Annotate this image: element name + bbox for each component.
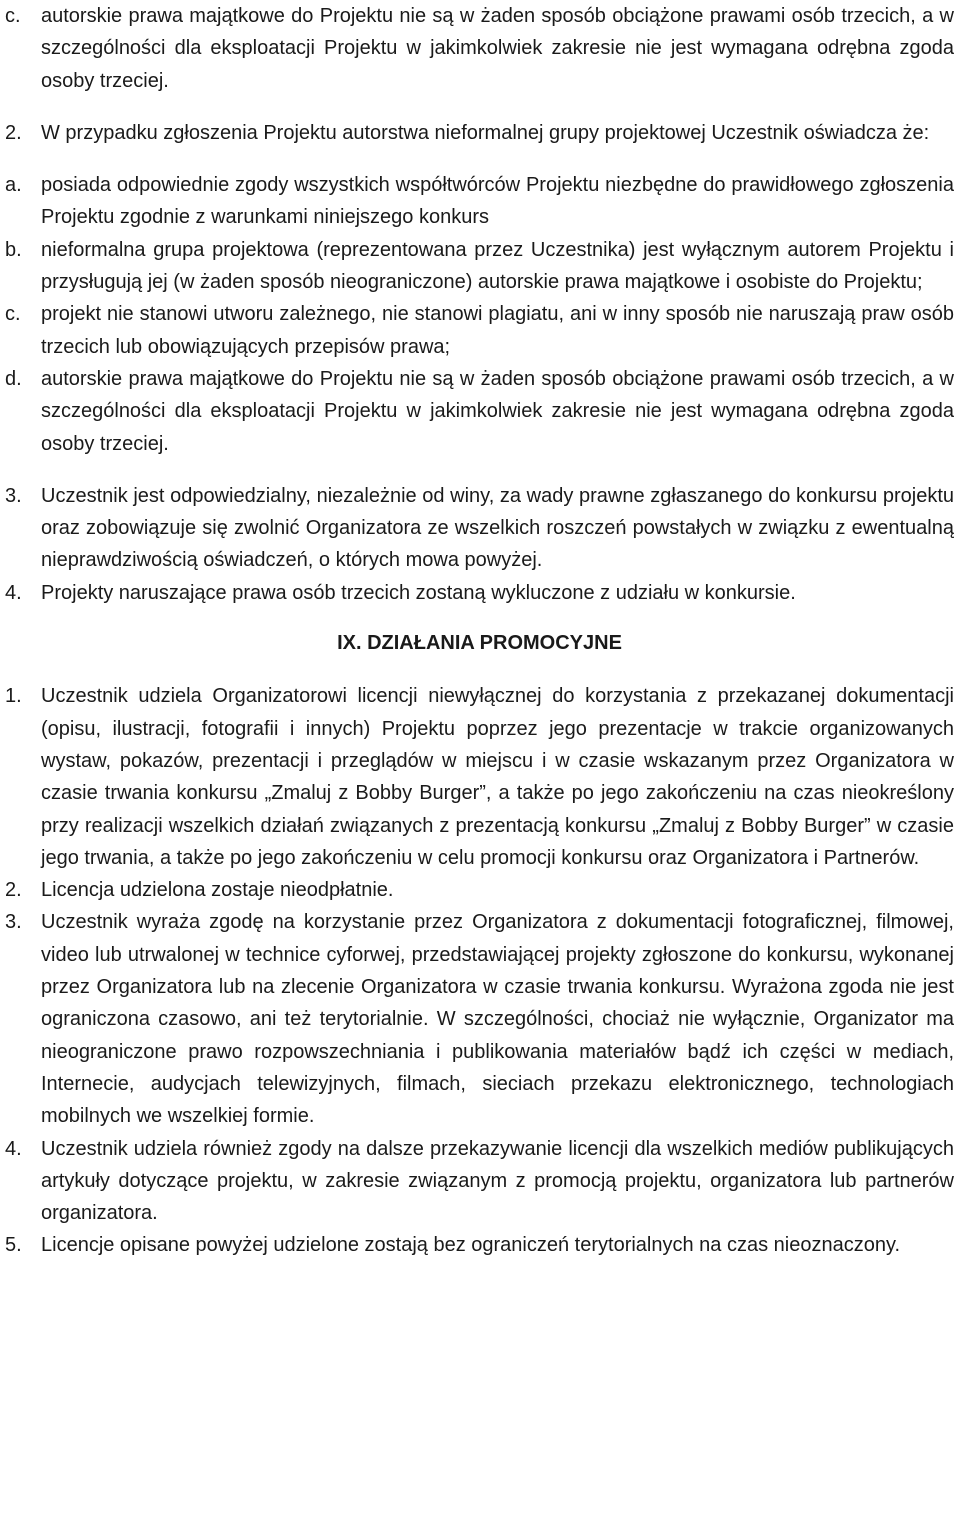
list-label: d. [5,367,22,390]
list-label: 3. [5,484,22,507]
spacer [5,149,954,169]
list-label: 2. [5,879,22,902]
list-text: Licencja udzielona zostaje nieodpłatnie. [41,879,394,902]
list-text: Uczestnik udziela Organizatorowi licencji niewyłącznej do korzystania z przekazanej dokumentacji (opisu, ilustracji, fotografii i innych) Projektu poprzez jego prezentacje w trakcie organizowanych wystaw, pokazów, prezentacji i przeglądów w miejscu i w czasie wskazanym przez Organizatora w czasie trwania konkursu „Zmaluj z Bobby Burger”, a także po jego zakończeniu na czas nieokreślony przy realizacji wszelkich działań związanych z prezentacją konkursu „Zmaluj z Bobby Burger” w czasie jego trwania, a także po jego zakończeniu w celu promocji konkursu oraz Organizatora i Partnerów. [41,685,954,869]
list-label: a. [5,174,22,197]
list-label: 1. [5,685,22,708]
list-text: autorskie prawa majątkowe do Projektu nie są w żaden sposób obciążone prawami osób trzecich, a w szczególności dla eksploatacji Projektu w jakimkolwiek zakresie nie jest wymagana odrębna zgoda osoby trzeciej. [41,5,954,92]
list-text: Projekty naruszające prawa osób trzecich zostaną wykluczone z udziału w konkursie. [41,581,796,604]
list-item-c-first [5,0,954,97]
list-block-4 [5,680,954,1261]
list-text: W przypadku zgłoszenia Projektu autorstwa nieformalnej grupy projektowej Uczestnik oświadcza że: [41,121,930,144]
list-text: Uczestnik udziela również zgody na dalsze przekazywanie licencji dla wszelkich mediów publikujących artykuły dotyczące projektu, w zakresie związanym z promocją projektu, organizatora lub partnerów organizatora. [41,1137,954,1225]
list-block-2 [5,169,954,460]
list-label: c. [5,5,21,27]
list-block-3 [5,480,954,609]
list-label: b. [5,238,22,261]
spacer [5,97,954,117]
list-item-3-consent [5,906,954,1132]
list-item-2-free [5,874,954,906]
list-text: autorskie prawa majątkowe do Projektu nie są w żaden sposób obciążone prawami osób trzecich, a w szczególności dla eksploatacji Projektu w jakimkolwiek zakresie nie jest wymagana odrębna zgoda osoby trzeciej. [41,367,954,455]
list-label: 5. [5,1234,22,1257]
list-text: projekt nie stanowi utworu zależnego, nie stanowi plagiatu, ani w inny sposób nie naruszają praw osób trzecich lub obowiązujących przepisów prawa; [41,303,954,358]
section-heading: IX. DZIAŁANIA PROMOCYJNE [337,632,622,655]
list-label: 4. [5,1137,22,1160]
spacer [5,460,954,480]
list-item-1-license [5,680,954,874]
list-text: Uczestnik wyraża zgodę na korzystanie przez Organizatora z dokumentacji fotograficznej, filmowej, video lub utrwalonej w technice cyforwej, przedstawiającej projekty zgłoszone do konkursu, wykonanej przez Organizatora lub na zlecenie Organizatora w czasie trwania konkursu. Wyrażona zgoda nie jest ograniczona czasowo, ani też terytorialnie. W szczególności, chociaż nie wyłącznie, Organizator ma nieograniczone prawo rozpowszechniania i publikowania materiałów bądź ich części w mediach, Internecie, audycjach telewizyjnych, filmach, sieciach przekazu elektronicznego, technologiach mobilnych we wszelkiej formie. [41,911,954,1128]
list-text: Licencje opisane powyżej udzielone zostają bez ograniczeń terytorialnych na czas nieoznaczony. [41,1234,901,1257]
list-item-5-territory [5,1229,954,1261]
list-item-d [5,363,954,460]
list-label: 3. [5,911,22,934]
list-item-4-media [5,1133,954,1230]
list-label: 2. [5,121,22,144]
list-item-a [5,169,954,234]
list-label: 4. [5,581,22,604]
list-text: nieformalna grupa projektowa (reprezentowana przez Uczestnika) jest wyłącznym autorem Projektu i przysługują jej (w żaden sposób nieograniczone) autorskie prawa majątkowe i osobiste do Projektu; [41,238,954,294]
list-item-3-liability [5,480,954,577]
list-item-c [5,298,954,363]
list-text: posiada odpowiednie zgody wszystkich współtwórców Projektu niezbędne do prawidłowego zgłoszenia Projektu zgodnie z warunkami niniejszego konkurs [41,174,954,229]
list-block-1 [5,0,954,97]
list-label: c. [5,303,21,326]
list-item-b [5,234,954,299]
list-item-4-exclusion [5,577,954,609]
list-text: Uczestnik jest odpowiedzialny, niezależnie od winy, za wady prawne zgłaszanego do konkursu projektu oraz zobowiązuje się zwolnić Organizatora ze wszelkich roszczeń powstałych w związku z ewentualną nieprawdziwością oświadczeń, o których mowa powyżej. [41,484,954,572]
list-item-2-declaration [5,117,954,149]
